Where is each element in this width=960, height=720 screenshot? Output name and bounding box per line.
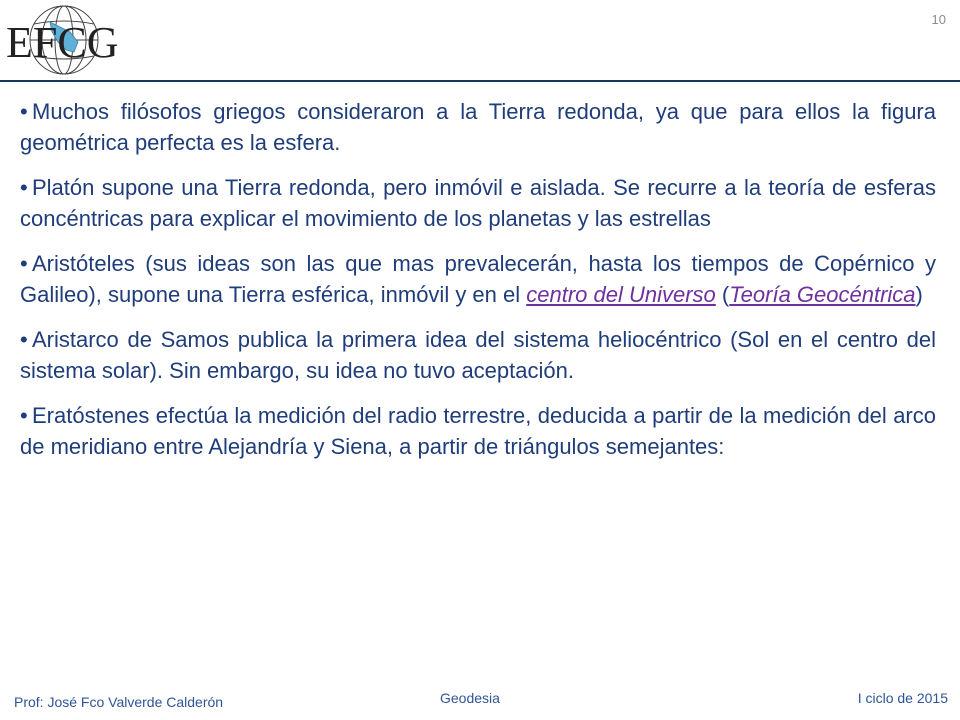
bullet-greek-philosophers — [20, 96, 936, 158]
link-centro-del-universo[interactable]: centro del Universo — [526, 282, 716, 307]
efcg-logo — [4, 2, 134, 78]
bullet-text: Aristarco de Samos publica la primera idea del sistema heliocéntrico (Sol en el centro del sistema solar). Sin embargo, su idea no tuvo aceptación. — [20, 327, 936, 383]
header-divider — [0, 80, 960, 82]
slide-number: 10 — [931, 12, 946, 27]
footer-term: I ciclo de 2015 — [857, 690, 948, 706]
bullet-aristarco — [20, 324, 936, 386]
footer-course: Geodesia — [440, 690, 500, 706]
bullet-eratostenes — [20, 400, 936, 462]
slide-content — [20, 96, 936, 476]
bullet-platon — [20, 172, 936, 234]
bullet-text: Eratóstenes efectúa la medición del radio terrestre, deducida a partir de la medición del arco de meridiano entre Alejandría y Siena, a partir de triángulos semejantes: — [20, 403, 936, 459]
bullet-text: Aristóteles (sus ideas son las que mas prevalecerán, hasta los tiempos de Copérnico y Galileo), supone una Tierra esférica, inmóvil y en el — [20, 251, 936, 307]
footer-author: Prof: José Fco Valverde Calderón — [14, 694, 224, 710]
bullet-text: ( — [715, 282, 730, 307]
bullet-aristoteles — [20, 248, 936, 310]
globe-logo-icon — [4, 2, 134, 78]
logo-text: EFCG — [6, 18, 119, 67]
bullet-text: Platón supone una Tierra redonda, pero inmóvil e aislada. Se recurre a la teoría de esferas concéntricas para explicar el movimiento de los planetas y las estrellas — [20, 175, 936, 231]
link-teoria-geocentrica[interactable]: Teoría Geocéntrica — [729, 282, 916, 307]
bullet-text: Muchos filósofos griegos consideraron a la Tierra redonda, ya que para ellos la figura geométrica perfecta es la esfera. — [20, 99, 936, 155]
bullet-text: ) — [915, 282, 923, 307]
